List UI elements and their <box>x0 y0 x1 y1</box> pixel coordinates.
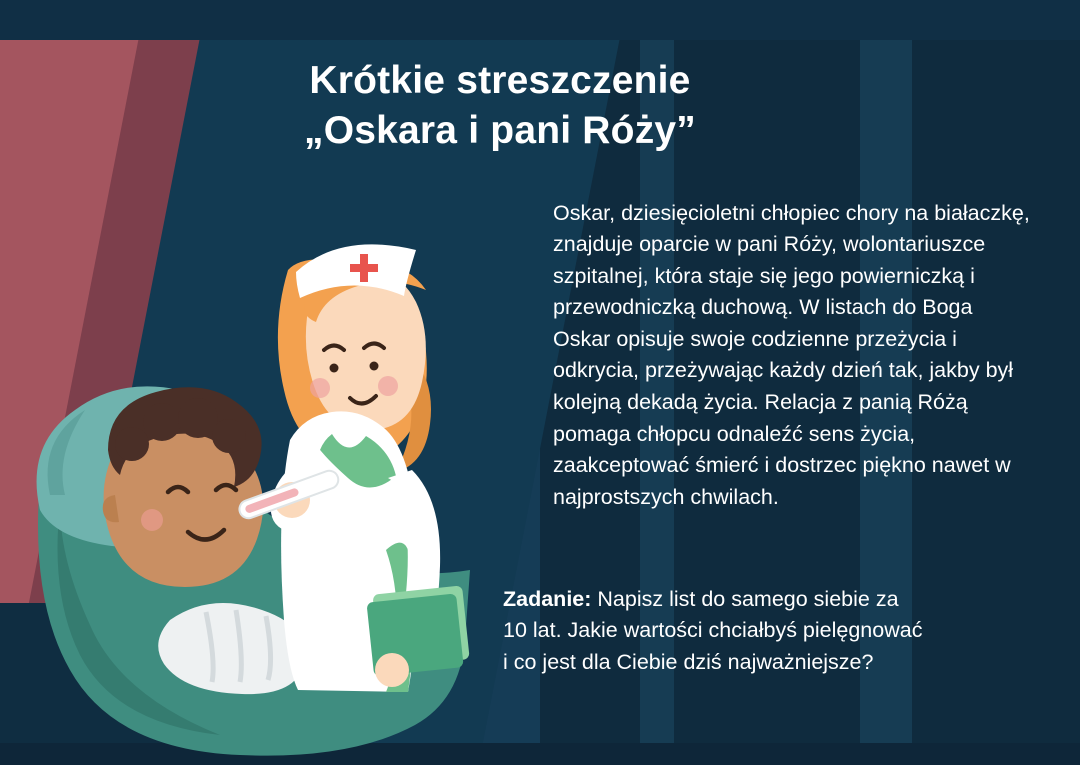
page-title <box>180 56 820 156</box>
boy-hair-curl-4 <box>212 419 246 453</box>
illustration-svg <box>20 150 520 765</box>
nurse-eye-left <box>330 364 339 373</box>
boy-cheek <box>141 509 163 531</box>
boy-hair-curl-2 <box>143 403 181 441</box>
boy-hair-curl-3 <box>178 398 218 438</box>
nurse-cheek-left <box>310 378 330 398</box>
task-paragraph <box>503 584 923 679</box>
task-label: Zadanie: <box>503 586 592 611</box>
nurse-hand-right <box>375 653 409 687</box>
task-text: Napisz list do samego siebie za 10 lat. Jakie wartości chciałbyś pielęgnować i co jest dla Ciebie dziś najważniejsze? <box>503 586 923 674</box>
nurse-cheek-right <box>378 376 398 396</box>
summary-paragraph: Oskar, dziesięcioletni chłopiec chory na białaczkę, znajduje oparcie w pani Róży, wolontariuszce szpitalnej, która staje się jego powierniczką i przewodniczką duchową. W listach do Boga Oskar opisuje swoje codzienne przeżycia i odkrycia, przeżywając każdy dzień tak, jakby był kolejną dekadą życia. Relacja z panią Różą pomaga chłopcu odnaleźć sens życia, zaakceptować śmierć i dostrzec piękno nawet w najprostszych chwilach. <box>553 200 1030 509</box>
boy-hair-curl-1 <box>115 427 149 461</box>
cap-cross-vertical <box>360 254 368 282</box>
nurse-eye-right <box>370 362 379 371</box>
background-top-band <box>0 0 1080 40</box>
title-line-2: „Oskara i pani Róży” <box>304 109 696 153</box>
illustration-nurse-and-boy <box>20 150 520 765</box>
title-line-1: Krótkie streszczenie <box>309 59 691 103</box>
